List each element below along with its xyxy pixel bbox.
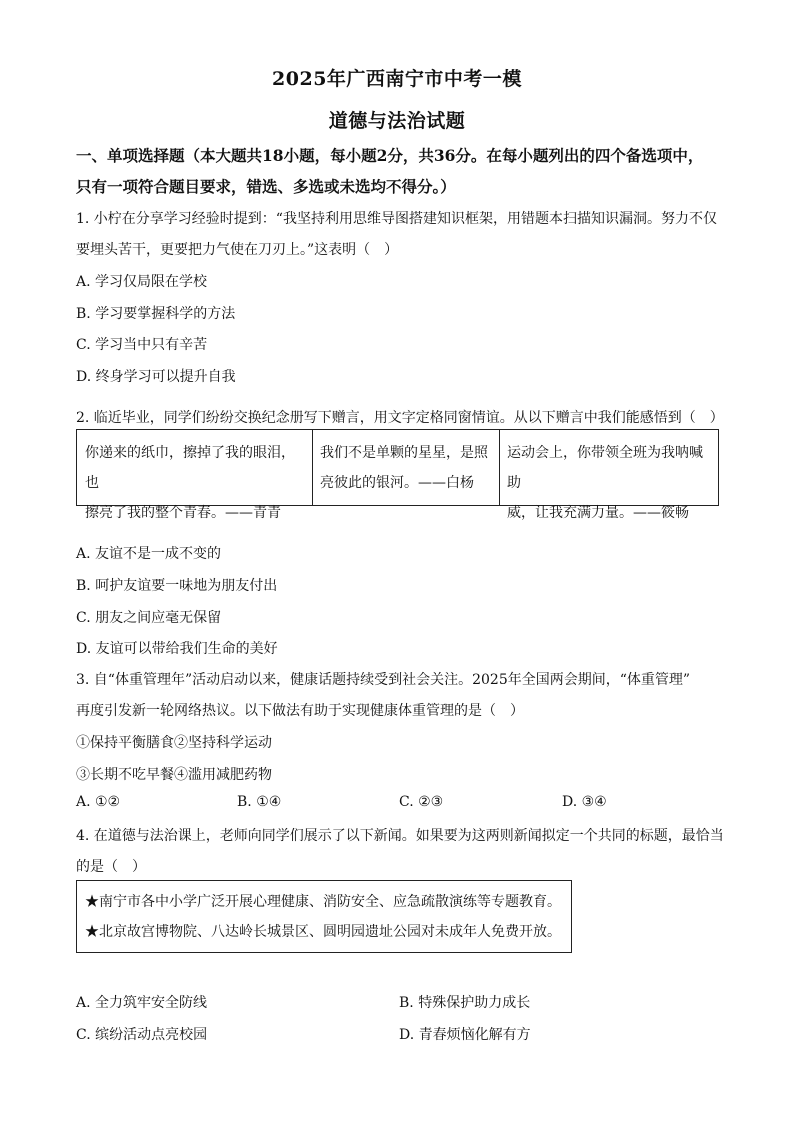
q3-statements-2: ③长期不吃早餐④滥用减肥药物 (76, 767, 272, 783)
q4-option-b: B. 特殊保护助力成长 (399, 995, 531, 1011)
q2-quote-2-line-2: 亮彼此的银河。——白杨 (320, 475, 474, 491)
q4-news-1: ★南宁市各中小学广泛开展心理健康、消防安全、应急疏散演练等专题教育。 (85, 894, 561, 910)
q2-option-a: A. 友谊不是一成不变的 (76, 546, 222, 562)
q2-table-divider-2 (499, 430, 500, 505)
q4-stem-line-2: 的是（ ） (76, 859, 146, 875)
q2-option-b: B. 呵护友谊要一味地为朋友付出 (76, 578, 278, 594)
q2-quote-2 (320, 438, 495, 498)
q2-table-divider-1 (312, 430, 313, 505)
q2-quote-1 (85, 438, 307, 528)
q3-option-a: A. ①② (76, 794, 121, 810)
q4-news-2: ★北京故宫博物院、八达岭长城景区、圆明园遗址公园对未成年人免费开放。 (85, 924, 561, 940)
q3-option-c: C. ②③ (399, 794, 444, 810)
section-heading-line-2: 只有一项符合题目要求，错选、多选或未选均不得分。） (76, 177, 456, 196)
q4-option-d: D. 青春烦恼化解有方 (399, 1027, 531, 1043)
q2-option-d: D. 友谊可以带给我们生命的美好 (76, 641, 278, 657)
q3-option-d: D. ③④ (562, 794, 607, 810)
q3-stem-line-1: 3. 自“体重管理年”活动启动以来，健康话题持续受到社会关注。2025年全国两会期间，“体重管理” (76, 672, 691, 688)
q1-option-d: D. 终身学习可以提升自我 (76, 369, 236, 385)
q2-quote-1-line-2: 擦亮了我的整个青春。——青青 (85, 505, 281, 521)
q4-news-box (76, 880, 572, 953)
q1-option-a: A. 学习仅局限在学校 (76, 274, 208, 290)
q4-option-c: C. 缤纷活动点亮校园 (76, 1027, 208, 1043)
page-title: 2025年广西南宁市中考一模 (272, 68, 522, 90)
q2-stem: 2. 临近毕业，同学们纷纷交换纪念册写下赠言，用文字定格同窗情谊。从以下赠言中我们能感悟到（ ） (76, 410, 724, 426)
q2-quote-1-line-1: 你递来的纸巾，擦掉了我的眼泪，也 (85, 445, 295, 491)
q2-quote-3 (507, 438, 712, 528)
q2-quote-table (76, 429, 719, 521)
q3-stem-line-2: 再度引发新一轮网络热议。以下做法有助于实现健康体重管理的是（ ） (76, 703, 524, 719)
page-subtitle: 道德与法治试题 (328, 110, 466, 132)
q1-stem-line-1: 1. 小柠在分享学习经验时提到：“我坚持利用思维导图搭建知识框架，用错题本扫描知识漏洞。努力不仅 (76, 211, 717, 227)
q1-stem-line-2: 要埋头苦干，更要把力气使在刀刃上。”这表明（ ） (76, 242, 399, 258)
q1-option-c: C. 学习当中只有辛苦 (76, 337, 208, 353)
q3-statements-1: ①保持平衡膳食②坚持科学运动 (76, 735, 272, 751)
q4-news-items (85, 887, 565, 947)
q4-option-a: A. 全力筑牢安全防线 (76, 995, 208, 1011)
section-heading (76, 140, 726, 202)
section-heading-line-1: 一、单项选择题（本大题共18小题，每小题2分，共36分。在每小题列出的四个备选项中， (76, 146, 704, 165)
q2-option-c: C. 朋友之间应毫无保留 (76, 610, 222, 626)
q3-option-b: B. ①④ (237, 794, 282, 810)
q2-quote-2-line-1: 我们不是单颗的星星，是照 (320, 445, 488, 461)
q2-quote-3-line-2: 威，让我充满力量。——筱畅 (507, 505, 689, 521)
q2-quote-3-line-1: 运动会上，你带领全班为我呐喊助 (507, 445, 703, 491)
q1-option-b: B. 学习要掌握科学的方法 (76, 306, 236, 322)
q4-stem-line-1: 4. 在道德与法治课上，老师向同学们展示了以下新闻。如果要为这两则新闻拟定一个共同的标题，最恰当 (76, 828, 724, 844)
